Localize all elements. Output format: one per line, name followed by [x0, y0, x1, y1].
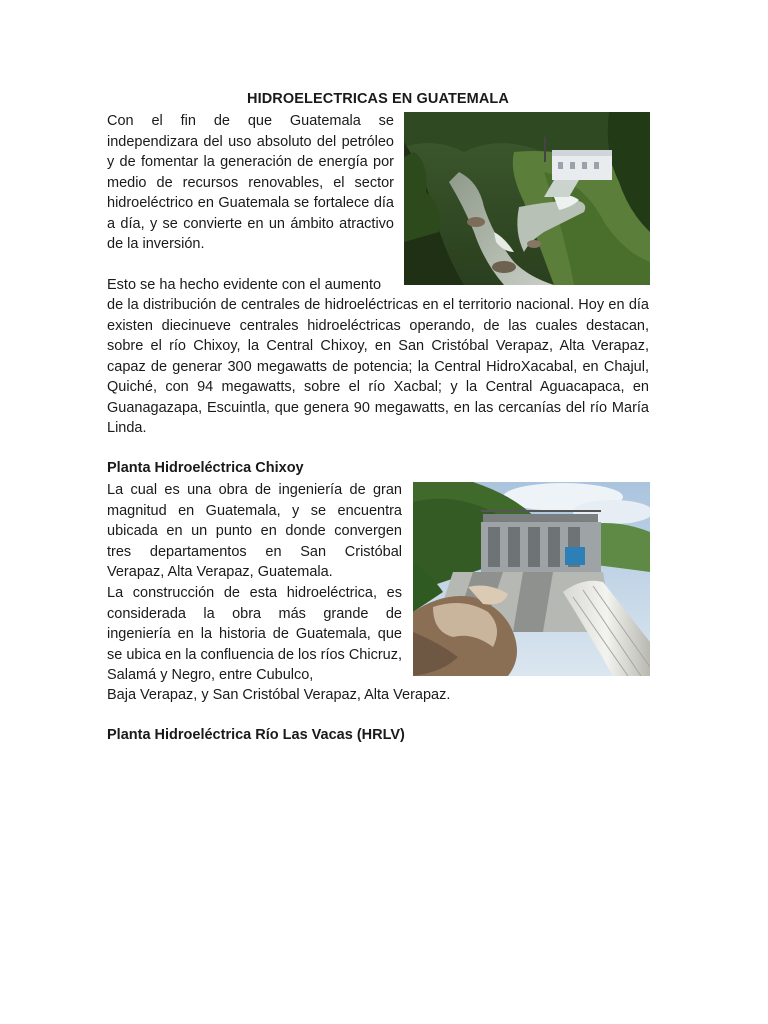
chixoy-paragraph-2-end: Baja Verapaz, y San Cristóbal Verapaz, Alta Verapaz.: [107, 687, 451, 703]
section-heading-chixoy: Planta Hidroeléctrica Chixoy: [107, 460, 304, 476]
distribution-paragraph-start: Esto se ha hecho evidente con el aumento: [107, 277, 382, 293]
document-title: HIDROELECTRICAS EN GUATEMALA: [247, 91, 509, 107]
distribution-paragraph: de la distribución de centrales de hidroeléctricas en el territorio nacional. Hoy en día existen diecinueve centrales hidroeléctricas operando, de las cuales destacan, sobre el río Chixoy, la Central Chixoy, en San Cristóbal Verapaz, Alta Verapaz, capaz de generar 300 megawatts de potencia; la Central HidroXacabal, en Chajul, Quiché, con 94 megawatts, sobre el río Xacbal; y la Central Aguacapaca, en Guanagazapa, Escuintla, que genera 90 megawatts, en las cercanías del río María Linda.: [107, 297, 649, 436]
chixoy-paragraph-2: La construcción de esta hidroeléctrica, es considerada la obra más grande de ingeniería en la historia de Guatemala, que se ubica en la confluencia de los ríos Chicruz, Salamá y Negro, entre Cubulco,: [107, 585, 402, 683]
chixoy-paragraph-1: La cual es una obra de ingeniería de gran magnitud en Guatemala, y se encuentra ubicada en un punto en donde convergen tres departamentos en San Cristóbal Verapaz, Alta Verapaz, Guatemala.: [107, 482, 402, 580]
intro-paragraph: Con el fin de que Guatemala se independizara del uso absoluto del petróleo y de fomentar la generación de energía por medio de recursos renovables, el sector hidroeléctrico en Guatemala se fortalece día a día, y se convierte en un ámbito atractivo de la inversión.: [107, 113, 394, 252]
section-heading-las-vacas: Planta Hidroeléctrica Río Las Vacas (HRLV): [107, 727, 405, 743]
river-powerhouse-photo: [404, 112, 650, 285]
dam-spillway-photo: [413, 482, 650, 676]
